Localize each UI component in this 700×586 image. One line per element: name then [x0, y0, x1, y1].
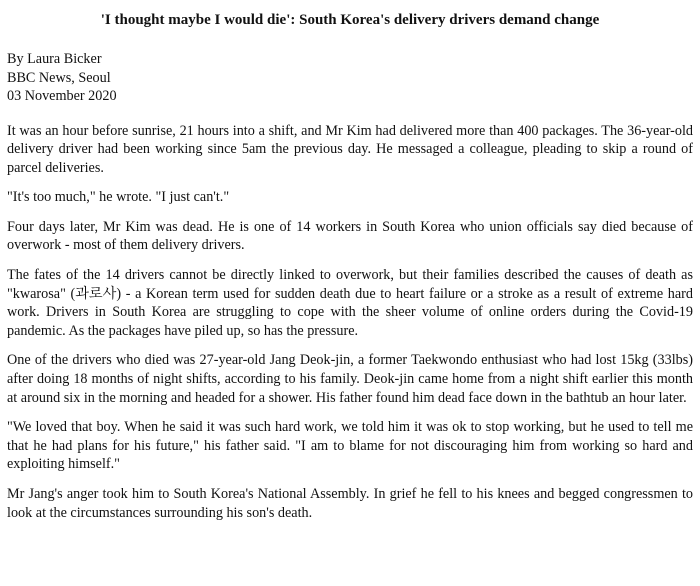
- paragraph-1: It was an hour before sunrise, 21 hours into a shift, and Mr Kim had delivered more than 400 packages. The 36-year-old delivery driver had been working since 5am the previous day. He messaged a colleague, pleading to skip a round of parcel deliveries.: [7, 122, 693, 176]
- paragraph-3: Four days later, Mr Kim was dead. He is one of 14 workers in South Korea who union officials say died because of overwork - most of them delivery drivers.: [7, 218, 693, 254]
- publish-date: 03 November 2020: [7, 88, 117, 104]
- article-headline: 'I thought maybe I would die': South Korea's delivery drivers demand change: [100, 12, 600, 28]
- byline: [7, 50, 693, 106]
- news-outlet: BBC News, Seoul: [7, 69, 111, 86]
- paragraph-2: "It's too much," he wrote. "I just can't.": [7, 189, 230, 206]
- author-name: By Laura Bicker: [7, 51, 102, 67]
- paragraph-6: "We loved that boy. When he said it was such hard work, we told him it was ok to stop working, but he used to tell me that he had plans for his future," his father said. "I am to blame for not discouraging him from working so hard and exploiting himself.": [7, 419, 693, 473]
- paragraph-5: One of the drivers who died was 27-year-old Jang Deok-jin, a former Taekwondo enthusiast who had lost 15kg (33lbs) after doing 18 months of night shifts, according to his family. Deok-jin came home from a night shift earlier this month at around six in the morning and headed for a shower. His father found him dead face down in the bathtub an hour later.: [7, 352, 693, 406]
- paragraph-4: The fates of the 14 drivers cannot be directly linked to overwork, but their families described the causes of death as "kwarosa" (과로사) - a Korean term used for sudden death due to heart failure or a stroke as a result of extreme hard work. Drivers in South Korea are struggling to cope with the sheer volume of online orders during the Covid-19 pandemic. As the packages have piled up, so has the pressure.: [7, 267, 693, 339]
- paragraph-7: Mr Jang's anger took him to South Korea's National Assembly. In grief he fell to his knees and begged congressmen to look at the circumstances surrounding his son's death.: [7, 486, 693, 521]
